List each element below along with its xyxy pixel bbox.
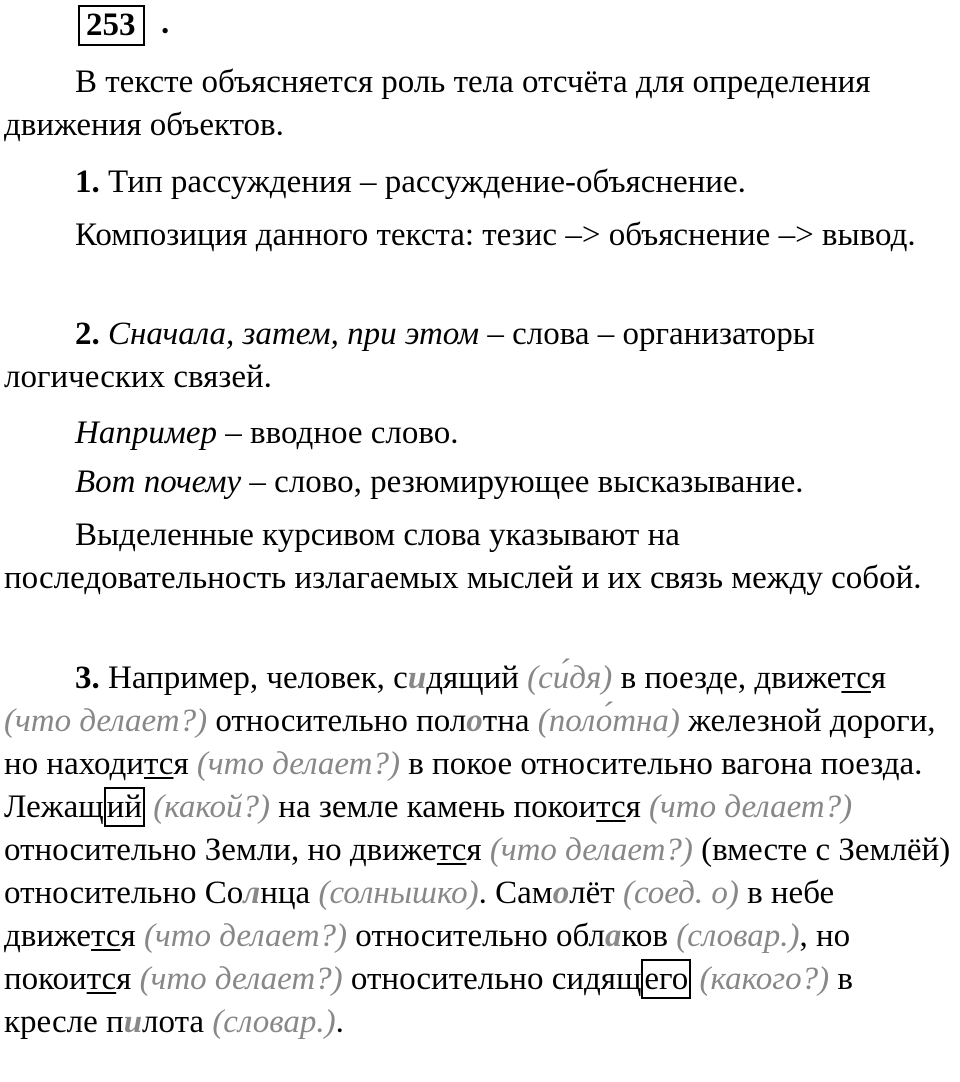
text-run bbox=[145, 789, 153, 825]
text-run: я bbox=[173, 746, 197, 782]
hint-gray: (словар.) bbox=[212, 1004, 336, 1040]
item-2-example-rest: – вводное слово. bbox=[217, 415, 459, 451]
text-run: железной дороги, но находи bbox=[4, 703, 936, 782]
item-2-words bbox=[4, 313, 954, 399]
item-3-paragraph bbox=[4, 657, 954, 1044]
letter-highlight: о bbox=[552, 875, 570, 911]
underlined-tsya: тс bbox=[91, 918, 121, 954]
hint-gray: (что делает?) bbox=[143, 918, 348, 954]
text-run: . Сам bbox=[478, 875, 553, 911]
hint-gray: (что делает?) bbox=[649, 789, 853, 825]
underlined-tsya: тс bbox=[436, 832, 467, 868]
text-run: нца bbox=[260, 875, 319, 911]
text-run: , но покои bbox=[4, 918, 851, 997]
hint-gray: (что делает?) bbox=[4, 703, 208, 739]
text-run: Например, человек, с bbox=[99, 660, 408, 696]
text-run: я bbox=[120, 918, 144, 954]
underlined-tsya: тс bbox=[596, 789, 626, 825]
text-run: относительно пол bbox=[207, 703, 467, 739]
text-run: я bbox=[625, 789, 650, 825]
text-run: ков bbox=[621, 918, 677, 954]
hint-gray: (какой?) bbox=[153, 789, 271, 825]
boxed-ending: его bbox=[641, 959, 691, 999]
hint-gray: (что делает?) bbox=[489, 832, 693, 868]
item-2-words-rest: – слова – организаторы логических связей. bbox=[4, 316, 815, 395]
hint-gray: (какого?) bbox=[699, 961, 830, 997]
text-run: тна bbox=[482, 703, 538, 739]
text-run: лота bbox=[142, 1004, 213, 1040]
hint-gray: (соед. о) bbox=[622, 875, 739, 911]
item-1-type-text: Тип рассуждения – рассуждение-объяснение. bbox=[108, 164, 746, 200]
letter-highlight: о bbox=[466, 703, 483, 739]
item-2-vot-italic: Вот почему bbox=[75, 464, 242, 500]
text-run: в покое относительно вагона поезда. Лежащ bbox=[4, 746, 923, 825]
item-2-vot bbox=[4, 461, 954, 504]
hint-gray: (словар.) bbox=[676, 918, 800, 954]
item-1-type bbox=[4, 161, 954, 204]
text-run: относительно обл bbox=[347, 918, 605, 954]
text-run: в поезде, движе bbox=[612, 660, 842, 696]
item-1-composition: Композиция данного текста: тезис –> объяснение –> вывод. bbox=[75, 217, 916, 253]
item-2-summary: Выделенные курсивом слова указывают на последовательность излагаемых мыслей и их связь между собой. bbox=[4, 517, 922, 596]
intro-paragraph: В тексте объясняется роль тела отсчёта для определения движения объектов. bbox=[4, 64, 871, 143]
hint-gray: (поло́тна) bbox=[537, 703, 680, 739]
text-run bbox=[691, 961, 699, 997]
hint-gray: (что делает?) bbox=[196, 746, 400, 782]
text-run: я bbox=[116, 961, 140, 997]
text-run: на земле камень покои bbox=[270, 789, 597, 825]
underlined-tsya: тс bbox=[143, 746, 174, 782]
hint-gray: (си́дя) bbox=[527, 660, 613, 696]
exercise-number: 253 bbox=[78, 5, 145, 46]
text-run: в кресле п bbox=[4, 961, 854, 1040]
text-run: дящий bbox=[426, 660, 528, 696]
text-run: . bbox=[335, 1004, 344, 1040]
letter-highlight: а bbox=[605, 918, 622, 954]
text-run: я bbox=[870, 660, 887, 696]
letter-highlight: л bbox=[243, 875, 261, 911]
text-run: относительно сидящ bbox=[342, 961, 642, 997]
item-2-vot-rest: – слово, резюмирующее высказывание. bbox=[241, 464, 804, 500]
text-run: относительно Земли, но движе bbox=[4, 832, 437, 868]
item-2-example-italic: Например bbox=[75, 415, 218, 451]
item-2-words-italic: Сначала, затем, при этом bbox=[108, 316, 480, 352]
text-run: в небе движе bbox=[4, 875, 835, 954]
letter-highlight: и bbox=[123, 1004, 143, 1040]
item-2-number: 2. bbox=[75, 316, 100, 352]
hint-gray: (что делает?) bbox=[139, 961, 343, 997]
underlined-tsya: тс bbox=[841, 660, 871, 696]
underlined-tsya: тс bbox=[86, 961, 117, 997]
exercise-number-dot: . bbox=[161, 5, 170, 41]
text-run: (вместе с Землёй) относительно Со bbox=[4, 832, 951, 911]
letter-highlight: и bbox=[407, 660, 427, 696]
item-2-example bbox=[4, 412, 954, 455]
boxed-ending: ий bbox=[104, 787, 145, 827]
text-run: лёт bbox=[569, 875, 623, 911]
item-1-number: 1. bbox=[75, 164, 100, 200]
item-3-number: 3. bbox=[75, 660, 100, 696]
text-run: я bbox=[466, 832, 490, 868]
hint-gray: (солнышко) bbox=[318, 875, 479, 911]
